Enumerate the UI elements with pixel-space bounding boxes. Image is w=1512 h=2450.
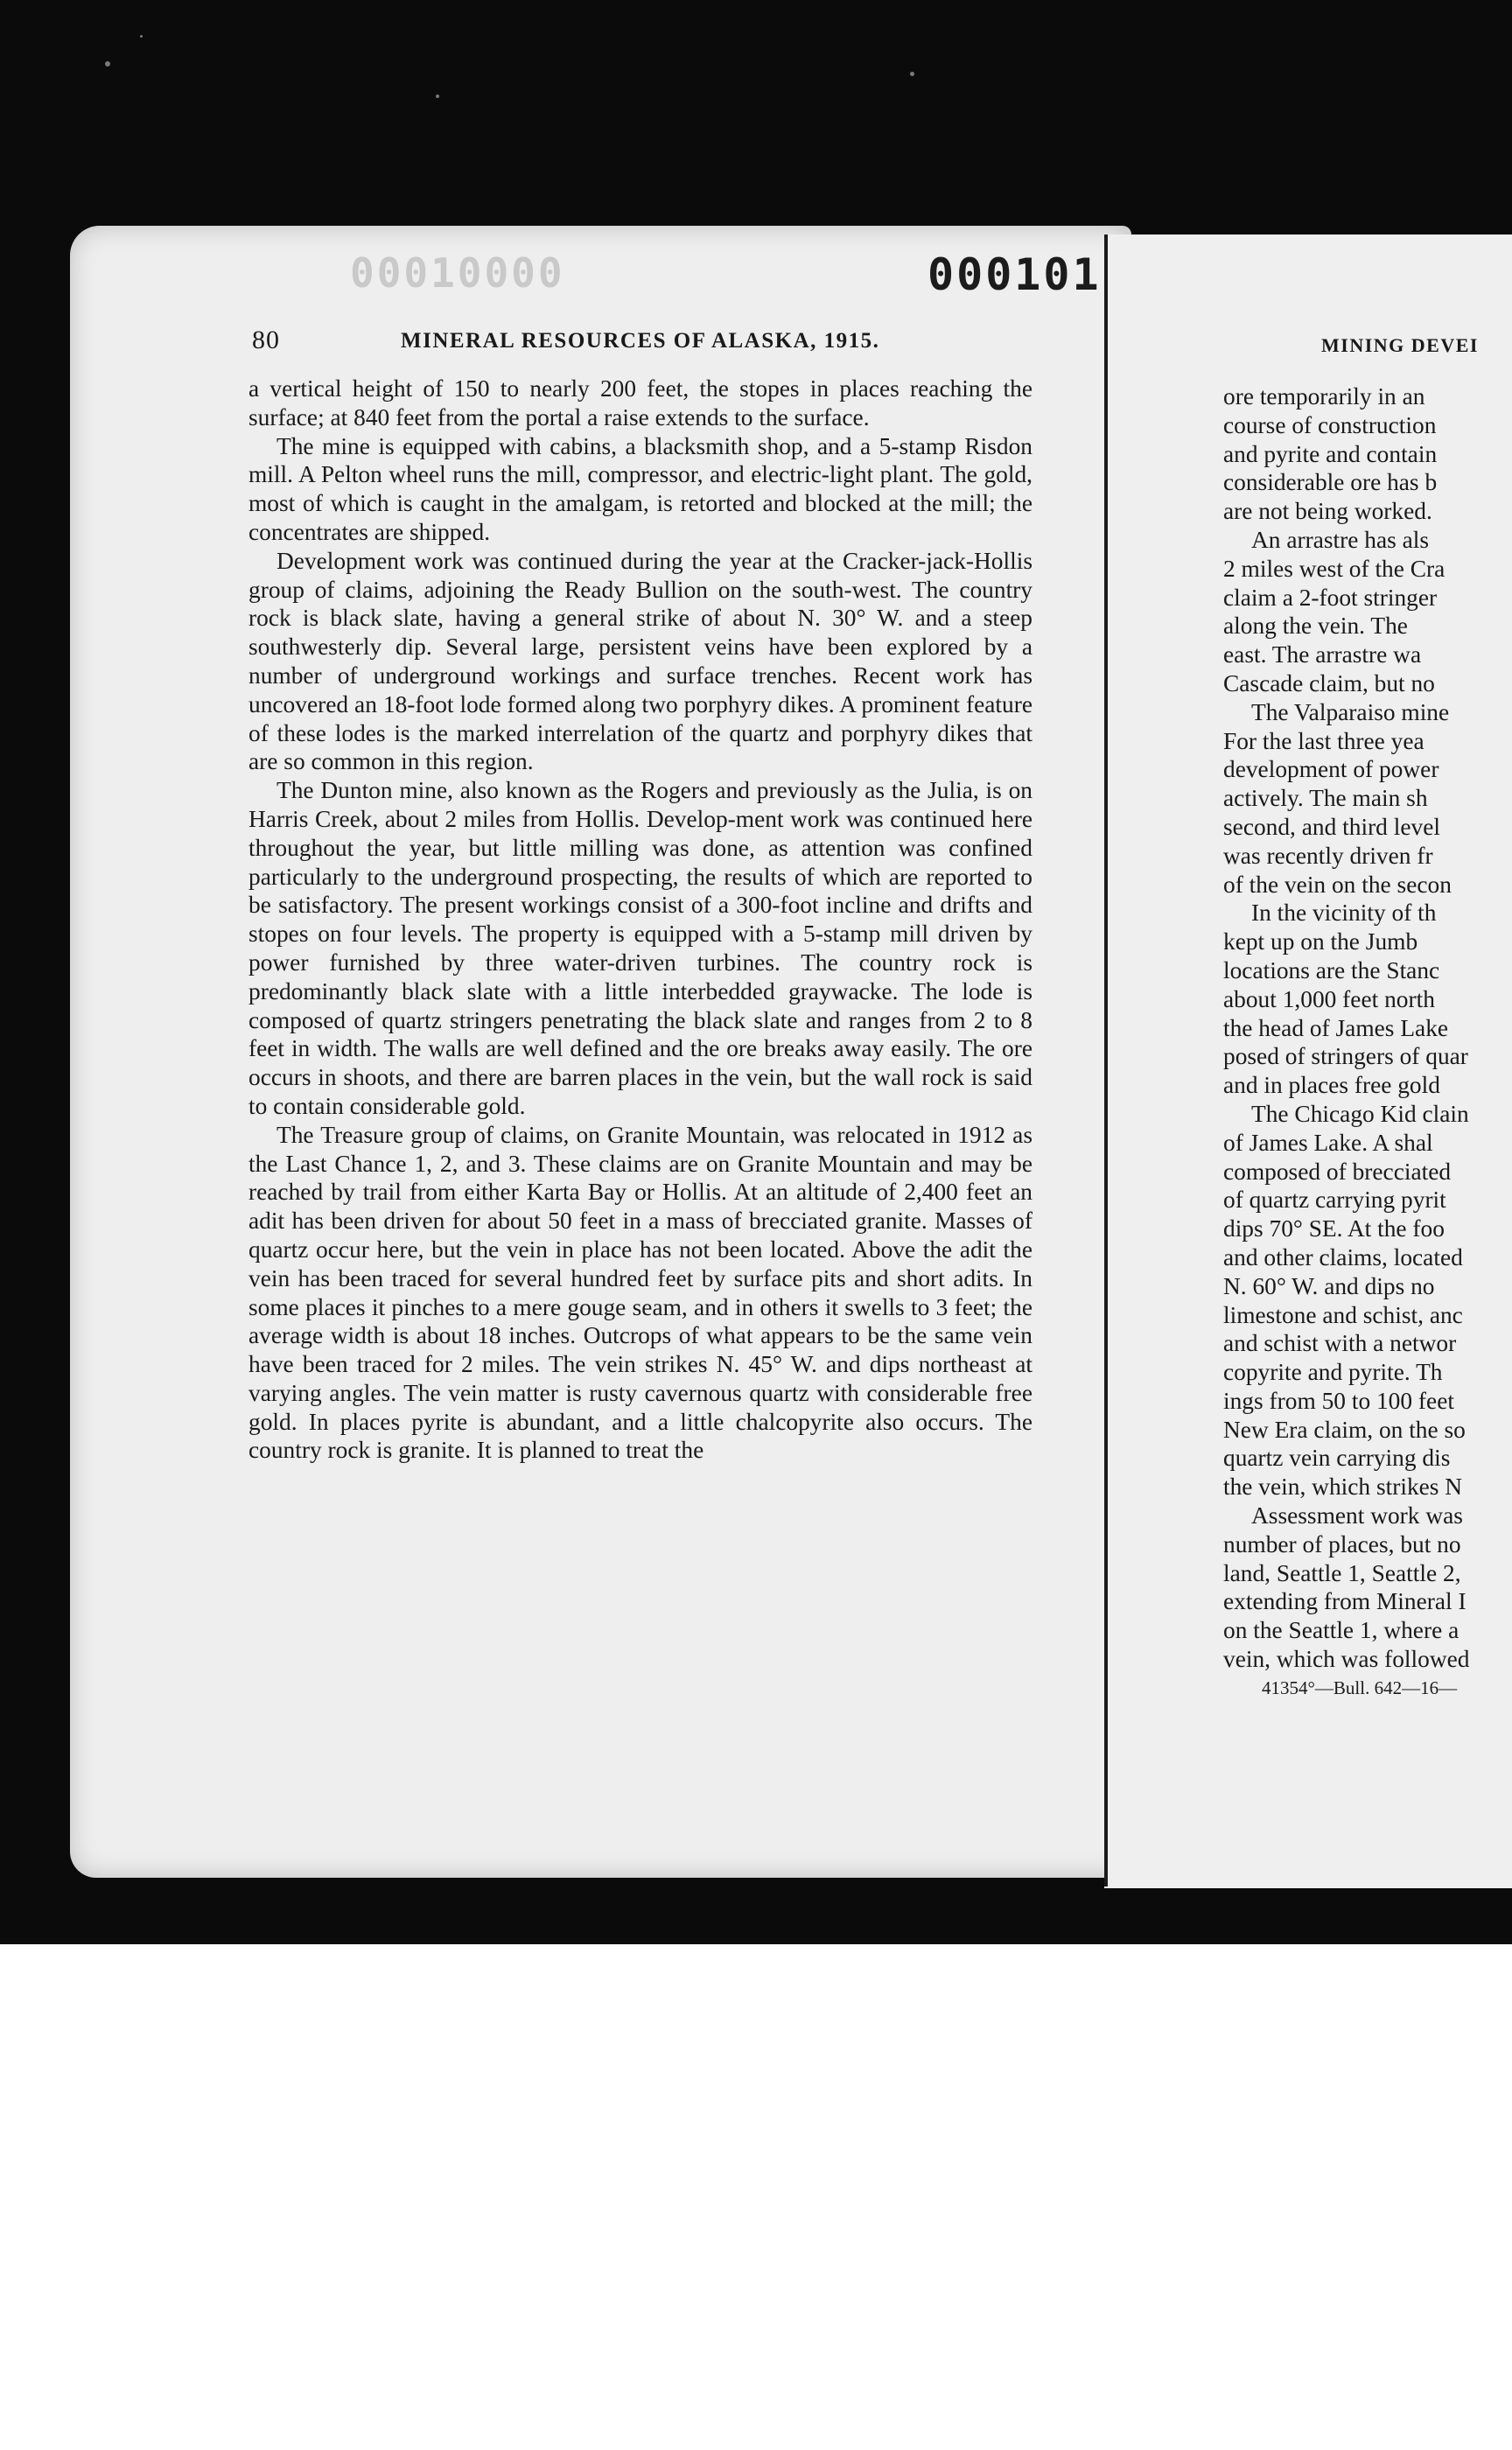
right-page-line: considerable ore has b [1223, 469, 1438, 496]
right-page-line: posed of stringers of quar [1223, 1043, 1468, 1070]
right-page-line: the head of James Lake [1223, 1014, 1449, 1041]
right-page-line: N. 60° W. and dips no [1223, 1272, 1435, 1299]
right-page-line: about 1,000 feet north [1223, 985, 1435, 1012]
right-page-line: was recently driven fr [1223, 842, 1433, 869]
running-head-title: MINERAL RESOURCES OF ALASKA, 1915. [401, 329, 880, 353]
right-page-line: dips 70° SE. At the foo [1223, 1215, 1445, 1242]
right-page-line: 2 miles west of the Cra [1223, 555, 1446, 582]
right-page-line: and pyrite and contain [1223, 440, 1438, 467]
right-page-footer: 41354°—Bull. 642—16— [1262, 1676, 1458, 1698]
right-page-line: second, and third level [1223, 813, 1440, 840]
right-page-line: claim a 2-foot stringer [1223, 584, 1438, 611]
right-page-header: MINING DEVEI [1321, 334, 1479, 356]
right-page-line: actively. The main sh [1223, 785, 1428, 812]
right-page-line: New Era claim, on the so [1223, 1416, 1466, 1443]
faded-page-stamp: 00010000 [350, 249, 565, 297]
right-page-line: Cascade claim, but no [1223, 669, 1435, 696]
right-page-line: ings from 50 to 100 feet [1223, 1387, 1454, 1414]
right-page-line: of the vein on the secon [1223, 871, 1452, 898]
right-page-line: of James Lake. A shal [1223, 1129, 1433, 1156]
paragraph: The mine is equipped with cabins, a blacksmith shop, and a 5-stamp Risdon mill. A Pelton wheel runs the mill, compressor, and electric-light plant. The gold, most of which is caught in the amalgam, is retorted and blocked at the mill; the concentrates are shipped. [248, 432, 1032, 545]
right-page-line: are not being worked. [1223, 498, 1432, 525]
right-page-line: and in places free gold [1223, 1072, 1440, 1099]
right-page-text [1223, 382, 1512, 1703]
right-page-line: For the last three yea [1223, 727, 1424, 754]
right-page-line: and schist with a networ [1223, 1330, 1457, 1357]
right-page-line: land, Seattle 1, Seattle 2, [1223, 1559, 1461, 1586]
right-page-line: quartz vein carrying dis [1223, 1445, 1451, 1472]
right-page-line: the vein, which strikes N [1223, 1474, 1463, 1501]
right-page-line: The Chicago Kid clain [1251, 1100, 1469, 1127]
right-page-line: and other claims, located [1223, 1243, 1463, 1270]
body-text [248, 374, 1032, 1465]
right-page-line: Assessment work was [1251, 1502, 1463, 1530]
right-page-line: An arrastre has als [1251, 526, 1430, 553]
right-page-line: ore temporarily in an [1223, 383, 1425, 410]
page-number: 80 [252, 326, 280, 354]
scan-speck [105, 61, 110, 66]
right-page-line: of quartz carrying pyrit [1223, 1186, 1446, 1214]
right-page-line: east. The arrastre wa [1223, 641, 1422, 668]
running-head [252, 326, 1040, 360]
page-stamp: 000101 [928, 249, 1102, 300]
right-page-line: course of construction [1223, 411, 1437, 438]
right-page-line: extending from Mineral I [1223, 1588, 1466, 1615]
right-page-line: The Valparaiso mine [1251, 698, 1450, 725]
right-page-line: limestone and schist, anc [1223, 1301, 1463, 1328]
right-page-line: copyrite and pyrite. Th [1223, 1359, 1443, 1386]
paragraph: a vertical height of 150 to nearly 200 feet, the stopes in places reaching the surface; at 840 feet from the portal a raise extends to the surface. [248, 375, 1032, 430]
paragraph: The Treasure group of claims, on Granite Mountain, was relocated in 1912 as the Last Chance 1, 2, and 3. These claims are on Granite Mountain and may be reached by trail from either Karta Bay or Hollis. At an altitude of 2,400 feet an adit has been driven for about 50 feet in a mass of brecciated granite. Masses of quartz occur here, but the vein in place has not been located. Above the adit the vein has been traced for several hundred feet by surface pits and short adits. In some places it pinches to a mere gouge seam, and in others it swells to 3 feet; the average width is about 18 inches. Outcrops of what appears to be the same vein have been traced for 2 miles. The vein strikes N. 45° W. and dips northeast at varying angles. The vein matter is rusty cavernous quartz with considerable free gold. In places pyrite is abundant, and a little chalcopyrite also occurs. The country rock is granite. It is planned to treat the [248, 1121, 1032, 1464]
scan-speck [436, 94, 439, 98]
scan-speck [140, 35, 143, 38]
right-page-line: kept up on the Jumb [1223, 928, 1418, 956]
scan-speck [910, 72, 914, 76]
right-page-line: composed of brecciated [1223, 1158, 1452, 1185]
page-gutter-edge [1104, 234, 1108, 1886]
right-page-line: development of power [1223, 756, 1439, 783]
right-page-line: number of places, but no [1223, 1530, 1461, 1558]
paragraph: Development work was continued during the year at the Cracker-jack-Hollis group of claims, adjoining the Ready Bullion on the south-west. The country rock is black slate, having a general strike of about N. 30° W. and a steep southwesterly dip. Several large, persistent veins have been explored by a number of underground workings and surface trenches. Recent work has uncovered an 18-foot lode formed along two porphyry dikes. A prominent feature of these lodes is the marked interrelation of the quartz and porphyry dikes that are so common in this region. [248, 547, 1032, 775]
right-page-line: on the Seattle 1, where a [1223, 1617, 1460, 1644]
right-page-line: In the vicinity of th [1251, 900, 1437, 927]
right-page-line: locations are the Stanc [1223, 956, 1440, 984]
right-page-line: vein, which was followed [1223, 1646, 1470, 1673]
paragraph: The Dunton mine, also known as the Rogers and previously as the Julia, is on Harris Creek, about 2 miles from Hollis. Develop-ment work was continued here throughout the year, but little milling was done, as attention was confined particularly to the underground prospecting, the results of which are reported to be satisfactory. The present workings consist of a 300-foot incline and drifts and stopes on four levels. The property is equipped with a 5-stamp mill driven by power furnished by three water-driven turbines. The country rock is predominantly black slate with a little interbedded graywacke. The lode is composed of quartz stringers penetrating the black slate and ranges from 2 to 8 feet in width. The walls are well defined and the ore breaks away easily. The ore occurs in shoots, and there are barren places in the vein, but the wall rock is said to contain considerable gold. [248, 777, 1032, 1119]
right-page-line: along the vein. The [1223, 612, 1408, 640]
